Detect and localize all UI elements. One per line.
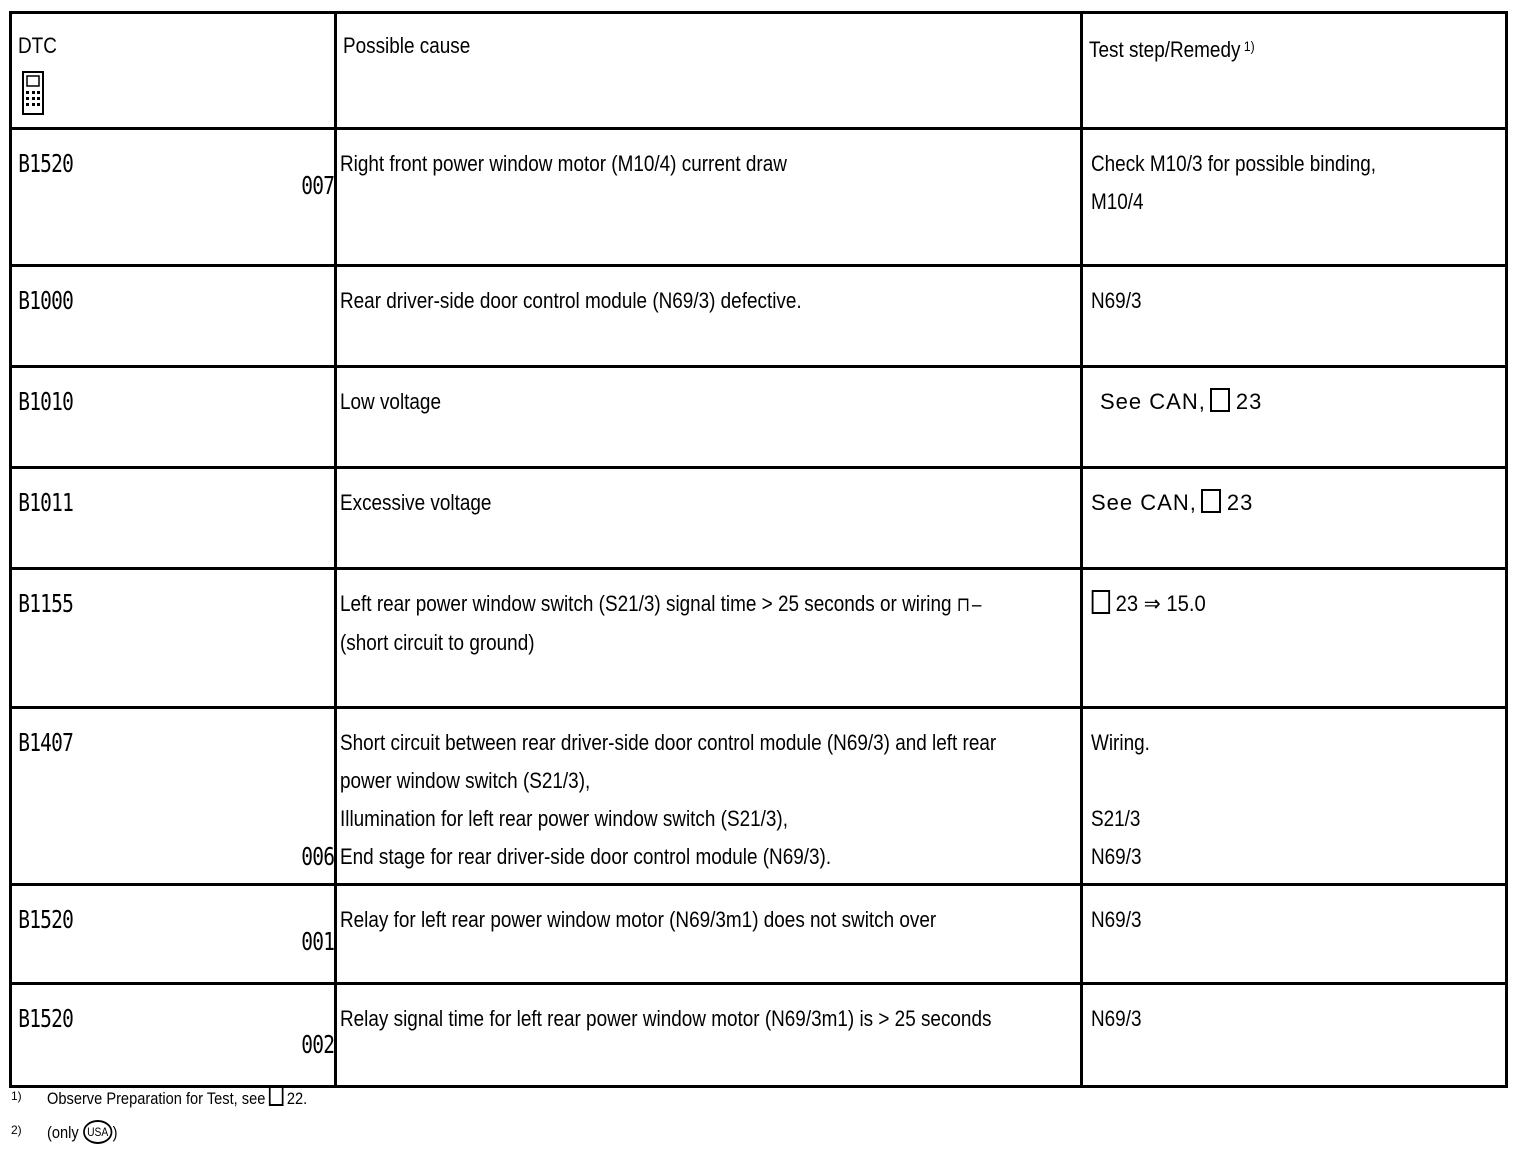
dtc-cell xyxy=(11,984,336,1087)
dtc-code: B1407 xyxy=(18,728,74,757)
dtc-code: B1010 xyxy=(18,387,74,416)
dtc-cell xyxy=(11,266,336,367)
cause-line: Short circuit between rear driver-side door control module (N69/3) and left rear xyxy=(340,730,997,755)
dtc-cell xyxy=(11,367,336,468)
remedy-line: 23 ⇒ 15.0 xyxy=(1088,585,1472,623)
manual-reference-icon xyxy=(1210,388,1230,412)
remedy-line: Check M10/3 for possible binding, xyxy=(1091,151,1377,176)
dtc-cell xyxy=(11,885,336,984)
cause-line: Illumination for left rear power window switch (S21/3), xyxy=(340,806,788,831)
dtc-cell xyxy=(11,468,336,569)
usa-badge: USA xyxy=(83,1120,113,1144)
remedy-line: N69/3 xyxy=(1091,844,1142,869)
cause-line: Relay signal time for left rear power window motor (N69/3m1) is > 25 seconds xyxy=(340,1006,992,1031)
cause-line: Relay for left rear power window motor (N69/3m1) does not switch over xyxy=(340,907,937,932)
cause-cell xyxy=(336,708,1082,885)
remedy-cell xyxy=(1082,708,1507,885)
remedy-line: N69/3 xyxy=(1091,1006,1142,1031)
header-remedy-cell xyxy=(1082,13,1507,129)
table-row xyxy=(11,885,1507,984)
wiring-symbol: ⊓– xyxy=(956,594,984,616)
table-row xyxy=(11,569,1507,708)
dtc-code: B1520 xyxy=(18,905,74,934)
cause-line: Excessive voltage xyxy=(340,490,492,515)
remedy-line: N69/3 xyxy=(1091,288,1142,313)
header-dtc-cell xyxy=(11,13,336,129)
dtc-subcode: 006 xyxy=(301,842,334,871)
header-dtc: DTC xyxy=(18,33,57,58)
footnote-text: Observe Preparation for Test, see 22. xyxy=(47,1086,307,1112)
dtc-table xyxy=(9,11,1508,1088)
table-row xyxy=(11,984,1507,1087)
dtc-subcode: 001 xyxy=(301,927,334,956)
header-cause-cell xyxy=(336,13,1082,129)
table-header-row xyxy=(11,13,1507,129)
cause-line: (short circuit to ground) xyxy=(340,630,535,655)
table-row xyxy=(11,468,1507,569)
dtc-code: B1520 xyxy=(18,1004,74,1033)
manual-reference-icon xyxy=(269,1086,284,1106)
footnote-number: 2) xyxy=(11,1123,22,1137)
footnote-text: (only USA ) xyxy=(47,1120,117,1146)
footnote-number: 1) xyxy=(11,1089,22,1103)
cause-cell xyxy=(336,885,1082,984)
cause-cell xyxy=(336,468,1082,569)
remedy-line: M10/4 xyxy=(1091,189,1144,214)
cause-line: power window switch (S21/3), xyxy=(340,768,591,793)
remedy-line: Wiring. xyxy=(1091,730,1150,755)
table-row xyxy=(11,367,1507,468)
cause-cell xyxy=(336,367,1082,468)
remedy-cell xyxy=(1082,885,1507,984)
cause-line: Low voltage xyxy=(340,389,441,414)
remedy-cell xyxy=(1082,569,1507,708)
cause-line: Left rear power window switch (S21/3) signal time > 25 seconds or wiring ⊓– xyxy=(340,591,984,616)
table-row xyxy=(11,266,1507,367)
cause-line: Right front power window motor (M10/4) current draw xyxy=(340,151,787,176)
header-cause: Possible cause xyxy=(343,33,471,58)
dtc-cell xyxy=(11,708,336,885)
dtc-code: B1000 xyxy=(18,286,74,315)
dtc-code: B1155 xyxy=(18,589,74,618)
dtc-cell xyxy=(11,129,336,266)
remedy-cell xyxy=(1082,984,1507,1087)
remedy-line: S21/3 xyxy=(1091,806,1141,831)
remedy-line: See CAN, 23 xyxy=(1100,389,1263,414)
header-remedy: Test step/Remedy $^{1)}$ xyxy=(1089,37,1255,62)
remedy-cell xyxy=(1082,129,1507,266)
table-row xyxy=(11,129,1507,266)
cause-line: Rear driver-side door control module (N69/3) defective. xyxy=(340,288,802,313)
manual-reference-icon xyxy=(1092,590,1110,614)
table-row xyxy=(11,708,1507,885)
cause-cell xyxy=(336,129,1082,266)
remedy-line: See CAN, 23 xyxy=(1091,490,1254,515)
dtc-code: B1011 xyxy=(18,488,74,517)
remedy-cell xyxy=(1082,367,1507,468)
remedy-cell xyxy=(1082,468,1507,569)
dtc-code: B1520 xyxy=(18,149,74,178)
cause-line: End stage for rear driver-side door control module (N69/3). xyxy=(340,844,832,869)
cause-cell xyxy=(336,984,1082,1087)
dtc-subcode: 007 xyxy=(301,171,334,200)
tester-device-icon xyxy=(22,71,44,115)
dtc-cell xyxy=(11,569,336,708)
cause-cell xyxy=(336,569,1082,708)
cause-cell xyxy=(336,266,1082,367)
manual-reference-icon xyxy=(1201,489,1221,513)
dtc-subcode: 002 xyxy=(301,1030,334,1059)
remedy-cell xyxy=(1082,266,1507,367)
remedy-line: N69/3 xyxy=(1091,907,1142,932)
